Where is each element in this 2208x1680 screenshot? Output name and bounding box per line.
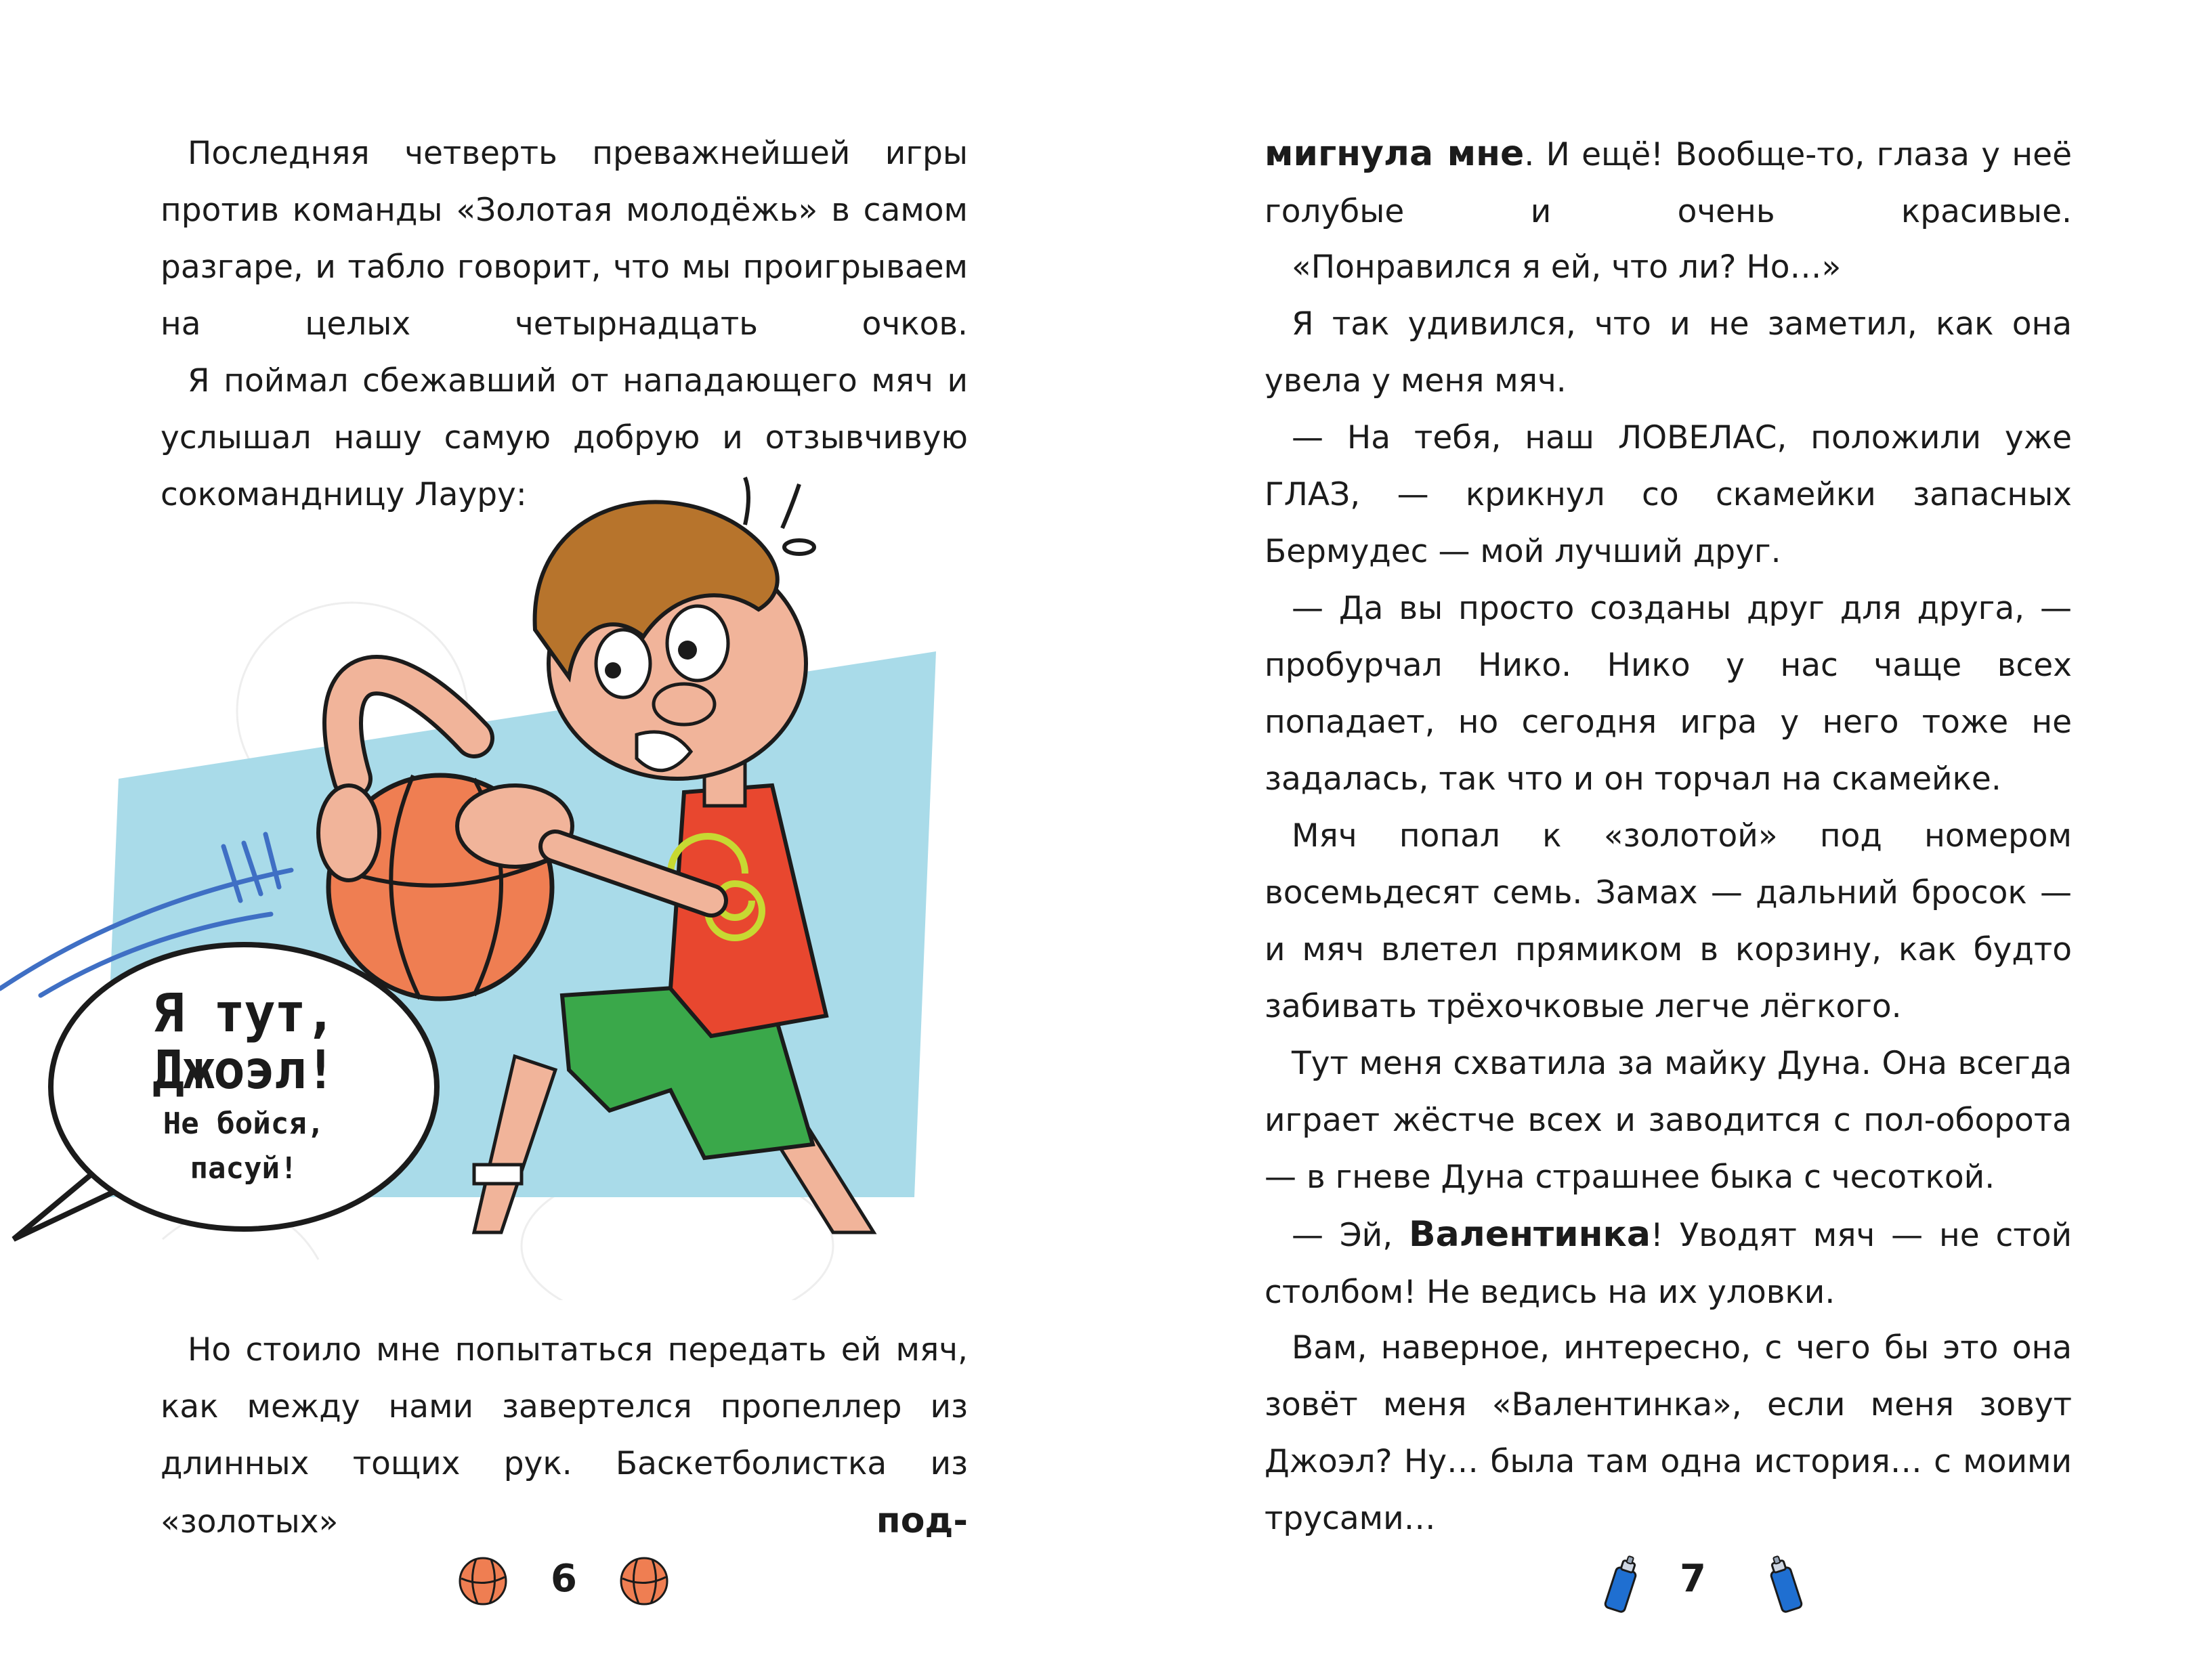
right-paragraph-1-text: . И ещё! Вообще-то, глаза у неё голубые и очень красивые. [1265,136,2072,230]
left-footer [456,1554,679,1615]
speech-line-1: Я тут, [152,983,335,1044]
left-page-number: 6 [551,1557,577,1601]
right-paragraph-8-text: ! Уводят мяч — не стой столбом! Не ведись на их уловки. [1265,1217,2072,1311]
right-paragraph-3: Я так удивился, что и не заметил, как она увела у меня мяч. [1265,305,2072,400]
right-paragraph-5: — Да вы просто созданы друг для друга, — пробурчал Нико. Нико у нас чаще всех попадает, но сегодня игра у него тоже не задалась, так что и он торчал на скамейке. [1265,590,2072,798]
left-paragraph-1: Последняя четверть преважнейшей игры против команды «Золотая молодёжь» в самом разгаре, и табло говорит, что мы проигрываем на целых четырнадцать очков. [161,135,968,343]
water-bottle-icon [1761,1554,1808,1615]
right-paragraph-8-bold: Валентинка [1409,1214,1651,1255]
basketball-icon [617,1554,671,1608]
speech-line-3: Не бойся, [163,1106,325,1141]
right-paragraph-1-bold: мигнула мне [1265,133,1525,174]
left-paragraph-2: Я поймал сбежавший от нападающего мяч и услышал нашу самую добрую и отзывчивую сокомандницу Лауру: [161,362,968,513]
right-page-number: 7 [1680,1557,1706,1601]
right-paragraph-8-start: — Эй, [1292,1217,1409,1254]
right-paragraph-2: «Понравился я ей, что ли? Но…» [1292,249,1842,286]
right-paragraph-1 [1265,125,2072,240]
right-paragraph-6: Мяч попал к «золотой» под номером восемьдесят семь. Замах — дальний бросок — и мяч влетел прямиком в корзину, как будто забивать трёхочковые легче лёгкого. [1265,817,2072,1025]
right-footer [1598,1554,1815,1615]
speech-bubble [61,951,427,1222]
right-paragraph-4: — На тебя, наш ЛОВЕЛАС, положили уже ГЛАЗ, — крикнул со скамейки запасных Бермудес — мой лучший друг. [1265,419,2072,570]
speech-line-4: пасуй! [190,1151,298,1186]
water-bottle-icon [1598,1554,1646,1615]
basketball-icon [456,1554,510,1608]
speech-line-2: Джоэл! [152,1040,335,1101]
right-paragraph-8 [1265,1206,2072,1321]
right-page [1104,0,2208,1680]
left-paragraph-3 [161,1322,968,1551]
left-paragraph-3-text: Но стоило мне попытаться передать ей мяч, как между нами завертелся пропеллер из длинных тощих рук. Баскетболистка из «золотых» [161,1331,968,1541]
right-paragraph-9: Вам, наверное, интересно, с чего бы это она зовёт меня «Валентинка», если меня зовут Джоэл? Ну… была там одна история… с моими трусами… [1265,1329,2072,1537]
right-paragraph-7: Тут меня схватила за майку Дуна. Она всегда играет жёстче всех и заводится с пол-оборота — в гневе Дуна страшнее быка с чесоткой. [1265,1045,2072,1196]
left-paragraph-3-bold: под- [876,1501,968,1541]
